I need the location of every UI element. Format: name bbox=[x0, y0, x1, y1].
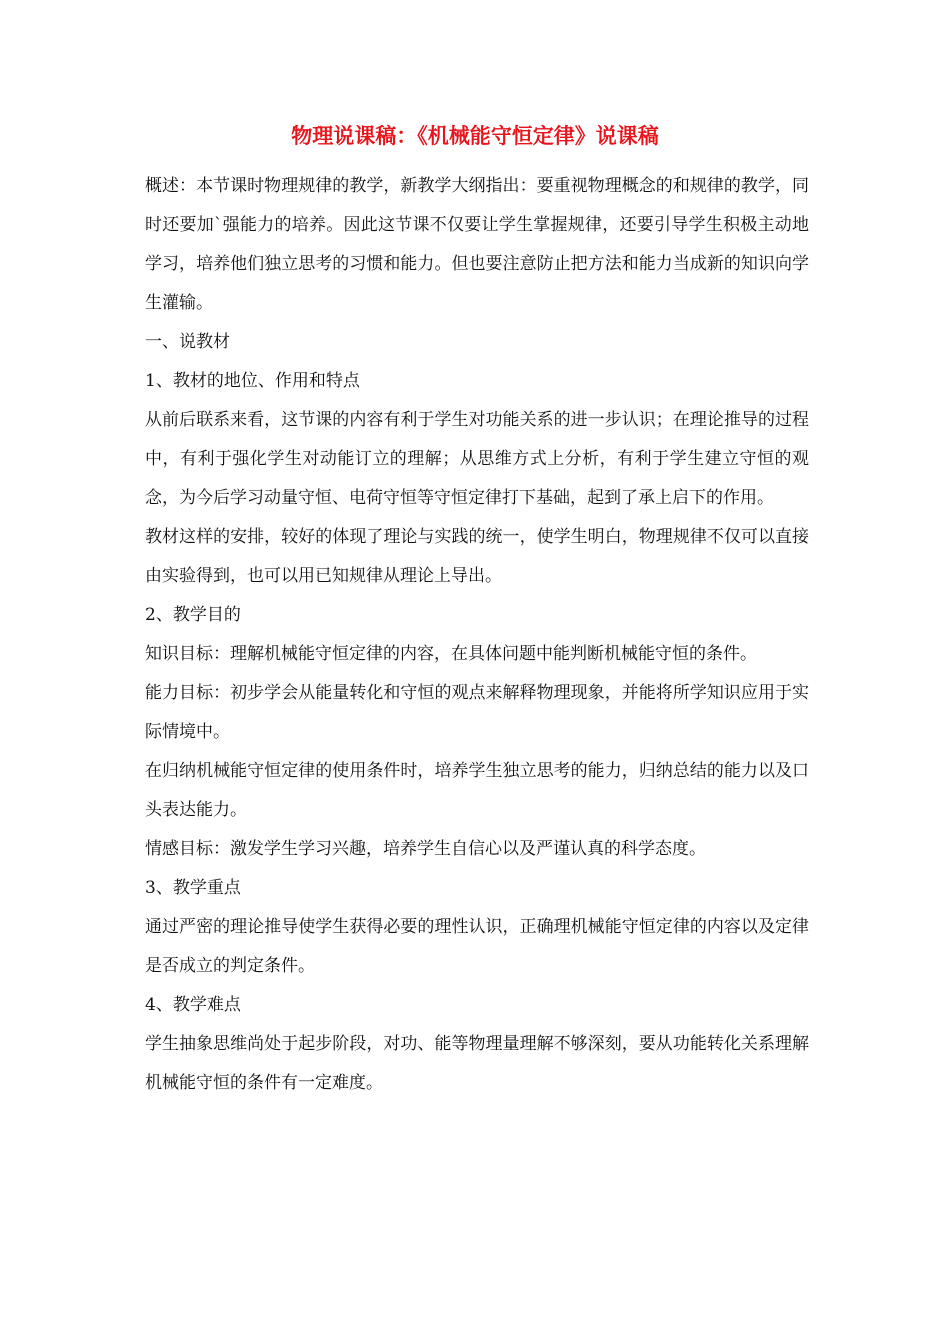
document-title: 物理说课稿：《机械能守恒定律》说课稿 bbox=[291, 123, 659, 148]
paragraph-ability-goal-2: 在归纳机械能守恒定律的使用条件时，培养学生独立思考的能力，归纳总结的能力以及口头表达能力。 bbox=[145, 761, 809, 820]
paragraph-ability-goal: 能力目标：初步学会从能量转化和守恒的观点来解释物理现象，并能将所学知识应用于实际情境中。 bbox=[145, 683, 809, 742]
paragraph-knowledge-goal: 知识目标：理解机械能守恒定律的内容，在具体问题中能判断机械能守恒的条件。 bbox=[145, 644, 757, 664]
subheading-status-role: 1、教材的地位、作用和特点 bbox=[145, 371, 360, 391]
subheading-teaching-goals: 2、教学目的 bbox=[145, 605, 241, 625]
paragraph-key-points: 通过严密的理论推导使学生获得必要的理性认识，正确理机械能守恒定律的内容以及定律是否成立的判定条件。 bbox=[145, 917, 809, 976]
document-body bbox=[145, 167, 809, 1103]
subheading-key-points: 3、教学重点 bbox=[145, 878, 241, 898]
paragraph-emotion-goal: 情感目标：激发学生学习兴趣，培养学生自信心以及严谨认真的科学态度。 bbox=[145, 839, 706, 859]
paragraph-arrangement: 教材这样的安排，较好的体现了理论与实践的统一，使学生明白，物理规律不仅可以直接由实验得到，也可以用已知规律从理论上导出。 bbox=[145, 527, 809, 586]
paragraph-difficulties: 学生抽象思维尚处于起步阶段，对功、能等物理量理解不够深刻，要从功能转化关系理解机械能守恒的条件有一定难度。 bbox=[145, 1034, 809, 1093]
paragraph-overview: 概述：本节课时物理规律的教学，新教学大纲指出：要重视物理概念的和规律的教学，同时还要加`强能力的培养。因此这节课不仅要让学生掌握规律，还要引导学生积极主动地学习，培养他们独立思考的习惯和能力。但也要注意防止把方法和能力当成新的知识向学生灌输。 bbox=[145, 176, 809, 313]
subheading-difficulties: 4、教学难点 bbox=[145, 995, 241, 1015]
paragraph-context: 从前后联系来看，这节课的内容有利于学生对功能关系的进一步认识；在理论推导的过程中，有利于强化学生对动能订立的理解；从思维方式上分析，有利于学生建立守恒的观念，为今后学习动量守恒、电荷守恒等守恒定律打下基础，起到了承上启下的作用。 bbox=[145, 410, 809, 508]
section-heading-textbook: 一、说教材 bbox=[145, 332, 230, 352]
